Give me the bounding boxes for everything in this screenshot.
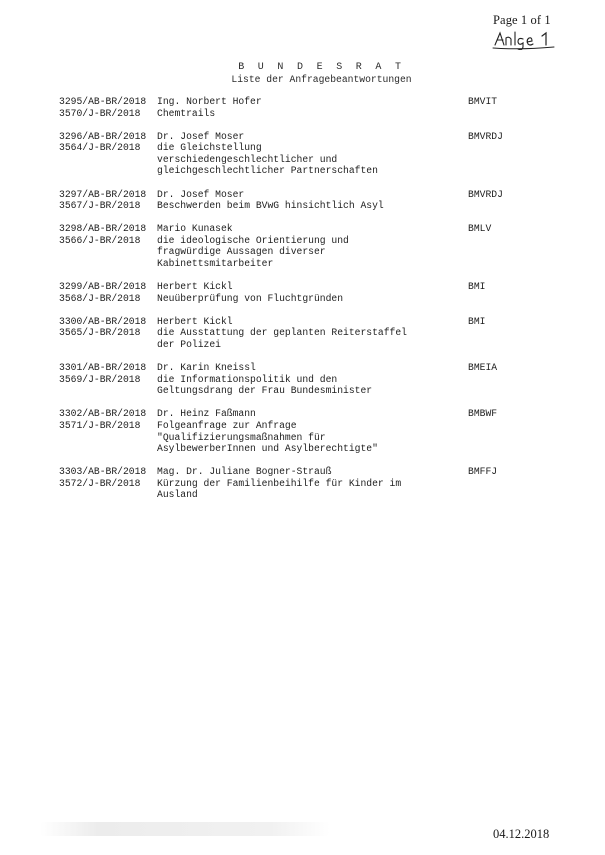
author: Dr. Josef Moser: [157, 130, 245, 142]
ministry-code: BMFFJ: [468, 466, 498, 478]
subject: die Ausstattung der geplanten Reiterstaffel der Polizei: [157, 327, 407, 350]
j-reference: 3570/J-BR/2018: [59, 107, 141, 119]
j-reference: 3568/J-BR/2018: [59, 292, 141, 304]
ministry-code: BMI: [468, 281, 486, 293]
ministry-code: BMLV: [468, 223, 492, 235]
j-reference: 3565/J-BR/2018: [59, 327, 141, 339]
list-item: [59, 408, 549, 454]
subject: Kürzung der Familienbeihilfe für Kinder im Ausland: [157, 477, 402, 501]
ministry-code: BMI: [468, 315, 486, 327]
author: Dr. Karin Kneissl: [157, 362, 256, 374]
ab-reference: 3296/AB-BR/2018: [59, 130, 147, 142]
ab-reference: 3297/AB-BR/2018: [59, 188, 147, 200]
author: Herbert Kickl: [157, 315, 233, 327]
ab-reference: 3302/AB-BR/2018: [59, 408, 147, 420]
list-item: [59, 316, 549, 351]
j-reference: 3566/J-BR/2018: [59, 234, 141, 246]
list-item: [59, 362, 549, 397]
author: Mario Kunasek: [157, 223, 233, 235]
subject: die ideologische Orientierung und fragwürdige Aussagen diverser Kabinettsmitarbeiter: [157, 234, 349, 270]
ministry-code: BMVIT: [468, 96, 498, 107]
document-title: B U N D E S R A T: [238, 62, 405, 73]
subject: Neuüberprüfung von Fluchtgründen: [157, 292, 344, 304]
subject: Chemtrails: [157, 107, 216, 119]
ab-reference: 3303/AB-BR/2018: [59, 466, 147, 478]
list-item: [59, 281, 549, 304]
ab-reference: 3299/AB-BR/2018: [59, 281, 147, 293]
page-number: Page 1 of 1: [493, 13, 551, 27]
subject: Beschwerden beim BVwG hinsichtlich Asyl: [157, 200, 384, 212]
list-item: [59, 131, 549, 177]
list-item: [59, 189, 549, 212]
author: Ing. Norbert Hofer: [157, 96, 262, 107]
list-item: [59, 223, 549, 269]
subject: Folgeanfrage zur Anfrage "Qualifizierungsmaßnahmen für AsylbewerberInnen und Asylberechtigte": [157, 419, 378, 455]
ab-reference: 3295/AB-BR/2018: [59, 96, 147, 107]
j-reference: 3572/J-BR/2018: [59, 477, 141, 489]
ab-reference: 3300/AB-BR/2018: [59, 315, 147, 327]
handwritten-annotation-icon: [490, 28, 560, 50]
list-item: [59, 96, 549, 119]
ministry-code: BMVRDJ: [468, 188, 503, 200]
document-subtitle: Liste der Anfragebeantwortungen: [231, 74, 412, 85]
author: Dr. Heinz Faßmann: [157, 408, 256, 420]
ab-reference: 3298/AB-BR/2018: [59, 223, 147, 235]
ministry-code: BMVRDJ: [468, 130, 503, 142]
scan-smudge: [40, 822, 330, 836]
footer-date: 04.12.2018: [493, 827, 550, 841]
subject: die Gleichstellung verschiedengeschlechtlicher und gleichgeschlechtlicher Partnerschaften: [157, 142, 378, 177]
ab-reference: 3301/AB-BR/2018: [59, 362, 147, 374]
ministry-code: BMEIA: [468, 362, 498, 374]
author: Herbert Kickl: [157, 281, 233, 293]
entry-list: [59, 96, 549, 513]
j-reference: 3569/J-BR/2018: [59, 373, 141, 385]
author: Dr. Josef Moser: [157, 188, 245, 200]
author: Mag. Dr. Juliane Bogner-Strauß: [157, 466, 332, 478]
j-reference: 3564/J-BR/2018: [59, 142, 141, 154]
ministry-code: BMBWF: [468, 408, 498, 420]
j-reference: 3571/J-BR/2018: [59, 419, 141, 431]
list-item: [59, 466, 549, 501]
subject: die Informationspolitik und den Geltungsdrang der Frau Bundesminister: [157, 373, 373, 397]
j-reference: 3567/J-BR/2018: [59, 200, 141, 212]
